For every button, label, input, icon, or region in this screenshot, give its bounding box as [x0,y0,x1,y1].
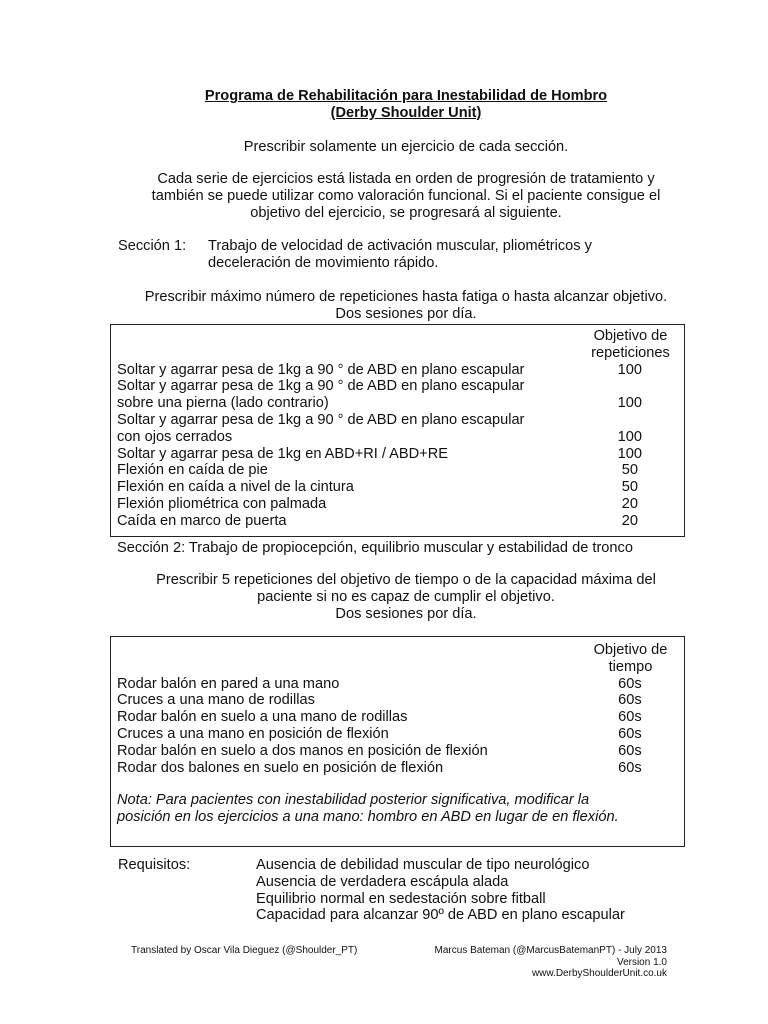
exercise-name [111,412,576,446]
exercise-name [111,362,576,379]
exercise-name: Rodar balón en suelo a dos manos en posición de flexión [117,742,488,759]
exercise-name: Rodar dos balones en suelo en posición de flexión [117,759,444,776]
table-row [111,676,684,693]
exercise-line: Flexión pliométrica con palmada [117,495,327,512]
exercise-name [111,479,576,496]
requirements-list [256,857,625,924]
table-row [111,462,684,479]
requirement-item: Capacidad para alcanzar 90º de ABD en plano escapular [256,907,625,924]
section1-table [110,324,685,537]
exercise-line: Soltar y agarrar pesa de 1kg a 90 ° de ABD en plano escapular [117,361,525,378]
page-title [0,88,768,122]
table-row [111,743,684,760]
intro-line: Cada serie de ejercicios está listada en orden de progresión de tratamiento y [157,171,655,187]
note [111,792,684,826]
table-row [111,479,684,496]
prescribe-one-note: Prescribir solamente un ejercicio de cada sección. [243,139,569,155]
header-line: repeticiones [591,344,670,361]
intro-paragraph [0,171,768,221]
table-row [111,378,684,412]
note-line: posición en los ejercicios a una mano: hombro en ABD en lugar de en flexión. [117,809,619,826]
exercise-name: Cruces a una mano en posición de flexión [117,725,389,742]
requirement-item: Ausencia de verdadera escápula alada [256,873,509,890]
section2-heading: Sección 2: Trabajo de propiocepción, equilibrio muscular y estabilidad de tronco [117,540,633,556]
intro-line: también se puede utilizar como valoración funcional. Si el paciente consigue el [151,187,661,204]
exercise-line: con ojos cerrados [117,428,233,445]
requirement-item: Ausencia de debilidad muscular de tipo neurológico [256,857,590,873]
requirement-item: Equilibrio normal en sedestación sobre fitball [256,890,546,907]
table-header [111,328,684,362]
section2-instructions [0,572,768,622]
instruction-line: Prescribir máximo número de repeticiones hasta fatiga o hasta alcanzar objetivo. [144,289,668,305]
target-value: 20 [621,495,638,512]
exercise-line: Soltar y agarrar pesa de 1kg en ABD+RI / ABD+RE [117,445,448,462]
target-value: 60s [618,675,642,692]
section1-instructions [0,289,768,323]
target-value: 100 [617,361,643,378]
exercise-name [111,446,576,463]
table-row [111,412,684,446]
requirements-label: Requisitos: [118,857,191,873]
section2-table [110,636,685,847]
target-value: 50 [621,462,638,479]
table-row [111,709,684,726]
exercise-name [111,513,576,530]
target-value: 60s [618,692,642,709]
table-row [111,446,684,463]
header-line: tiempo [608,658,653,675]
instruction-line: Dos sesiones por día. [335,605,477,622]
exercise-line: Soltar y agarrar pesa de 1kg a 90 ° de ABD en plano escapular [117,411,525,428]
target-value: 100 [617,428,643,445]
table-row [111,362,684,379]
exercise-line: Flexión en caída a nivel de la cintura [117,479,354,496]
header-line: Objetivo de [593,328,668,344]
exercise-line: Flexión en caída de pie [117,462,268,479]
target-value: 100 [617,395,643,412]
header-line: Objetivo de [593,642,668,658]
title-line-2: (Derby Shoulder Unit) [330,104,482,121]
table-row [111,692,684,709]
table-row [111,513,684,530]
footer-version: Version 1.0 [616,956,667,968]
exercise-name [111,496,576,513]
exercise-name [111,378,576,412]
instruction-line: Dos sesiones por día. [335,305,477,322]
exercise-name: Cruces a una mano de rodillas [117,692,315,709]
target-value: 60s [618,742,642,759]
section1-description-line: Trabajo de velocidad de activación muscular, pliométricos y [208,238,592,254]
footer-translator: Translated by Oscar Vila Dieguez (@Shoulder_PT) [131,945,358,956]
exercise-line: sobre una pierna (lado contrario) [117,395,329,412]
section1-description [208,238,592,272]
exercise-name: Rodar balón en pared a una mano [117,675,340,692]
footer-author: Marcus Bateman (@MarcusBatemanPT) - July 2013 [434,945,667,956]
table-row [111,496,684,513]
intro-line: objetivo del ejercicio, se progresará al siguiente. [250,204,562,221]
target-value: 60s [618,709,642,726]
target-value: 60s [618,759,642,776]
target-value: 60s [618,725,642,742]
section1-label: Sección 1: [118,238,187,254]
table-row [111,760,684,777]
column-header-target-reps [577,328,684,362]
title-line-1: Programa de Rehabilitación para Inestabilidad de Hombro [204,88,608,104]
footer-credits [435,945,667,980]
table-row [111,726,684,743]
target-value: 50 [621,479,638,496]
instruction-line: Prescribir 5 repeticiones del objetivo de tiempo o de la capacidad máxima del [156,572,656,588]
exercise-line: Caída en marco de puerta [117,512,287,529]
section1-description-line: deceleración de movimiento rápido. [208,254,439,271]
table-header [111,642,684,676]
column-header-target-time [577,642,684,676]
target-value: 100 [617,445,643,462]
exercise-line: Soltar y agarrar pesa de 1kg a 90 ° de ABD en plano escapular [117,378,525,395]
note-line: Nota: Para pacientes con inestabilidad posterior significativa, modificar la [117,792,590,809]
instruction-line: paciente si no es capaz de cumplir el objetivo. [257,588,555,605]
footer-website: www.DerbyShoulderUnit.co.uk [531,968,667,979]
exercise-name: Rodar balón en suelo a una mano de rodillas [117,709,408,726]
exercise-name [111,462,576,479]
target-value: 20 [621,512,638,529]
